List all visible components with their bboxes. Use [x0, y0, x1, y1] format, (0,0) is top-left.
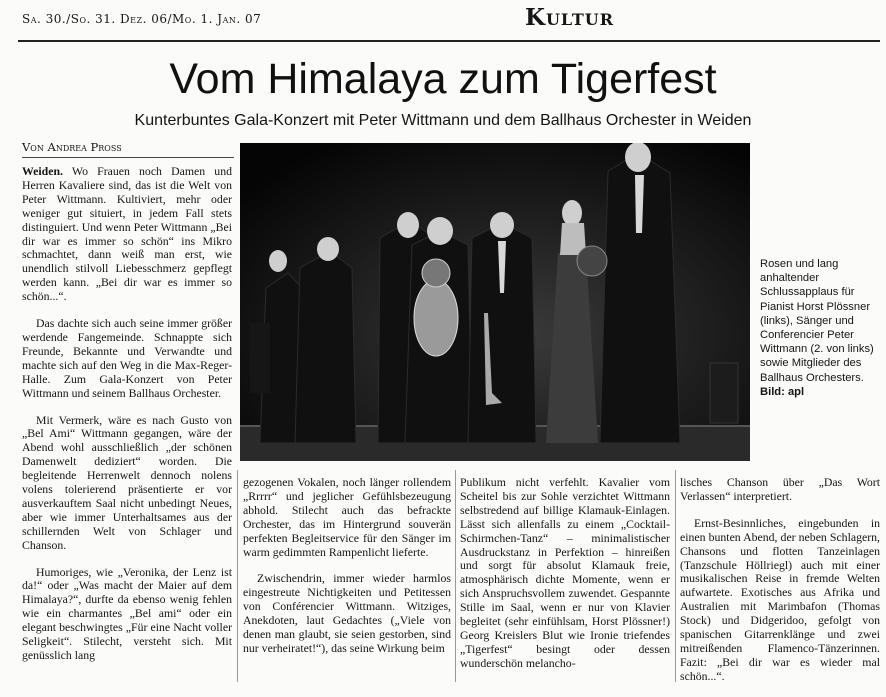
column-rule	[675, 470, 676, 682]
article-subheadline: Kunterbuntes Gala-Konzert mit Peter Wittmann und dem Ballhaus Orchester in Weiden	[134, 112, 752, 129]
byline-rule	[22, 157, 234, 158]
article-column-1	[22, 165, 232, 676]
column-rule	[237, 470, 238, 682]
article-headline: Vom Himalaya zum Tigerfest	[169, 55, 717, 103]
paragraph: Das dachte sich auch seine immer größer werdende Fangemeinde. Schnappte sich Freunde, Bekannte und Verwandte und machte sich auf den Weg in die Max-Reger-Halle. Zum Gala-Konzert von Peter Wittmann und seinem Ballhaus Orchester.	[22, 316, 232, 400]
byline: Von Andrea Proß	[22, 140, 122, 154]
paragraph: Mit Vermerk, wäre es nach Gusto von „Bel Ami“ Wittmann gegangen, wäre der Abend wohl ausschließlich „der schönen Damenwelt dediziert“ worden. Die begleitende Herrenwelt dennoch nolens volens tolerierend präsentierte er vor ausverkauftem Saal nicht unbedingt Neues, aber wie immer Unterhaltsames aus der schillernden Welt von Schlager und Chanson.	[22, 412, 232, 552]
section-title: Kultur	[524, 4, 614, 31]
article-column-3	[460, 476, 670, 684]
paragraph: Ernst-Besinnliches, eingebunden in einen bunten Abend, der neben Schlagern, Chansons und flotten Tanzeinlagen (Tanzschule Höllriegl) auch mit einer musikalischen Reise in fremde Welten aufwartete. Exotisches aus Afrika und Australien mit Marimbafon (Thomas Stock) und Didgeridoo, gefolgt von spanischen Gitarrenklänge und zwei mitreißenden Flamenco-Tänzerinnen. Fazit: „Bei dir war es wieder mal schön...“.	[680, 515, 880, 683]
article-column-2	[243, 476, 451, 669]
paragraph: lisches Chanson über „Das Wort Verlassen“ interpretiert.	[680, 475, 880, 503]
column-rule	[455, 470, 456, 682]
dateline: Weiden.	[22, 164, 63, 178]
photo-credit: Bild: apl	[760, 385, 805, 398]
caption-text: Rosen und lang anhaltender Schlussapplaus für Pianist Horst Plössner (links), Sänger und Conferencier Peter Wittmann (2. von links) sowie Mitglieder des Ballhaus Orchesters.	[760, 258, 874, 384]
photo-caption	[760, 257, 884, 399]
paragraph: Zwischendrin, immer wieder harmlos eingestreute Nichtigkeiten und Petitessen von Conférencier Wittmann. Witziges, Anekdoten, laut Gedachtes („Viele von denen man glaubt, sie seien gestorben, sind nur verheiratet!“), das seine Wirkung beim	[243, 571, 451, 655]
paragraph: Weiden. Wo Frauen noch Damen und Herren Kavaliere sind, das ist die Welt von Peter Wittmann. Kultiviert, mehr oder weniger gut situiert, in jedem Fall stets distinguiert. Und wenn Peter Wittmann „Bei dir war es immer so schön“ ins Mikro schmachtet, dann weiß man erst, wie unendlich stilvoll Liebesschmerz gepflegt werden kann. „Bei dir war es immer so schön...“.	[22, 164, 232, 304]
header-rule	[18, 40, 880, 42]
article-column-4	[680, 476, 880, 697]
concert-photo-image	[240, 143, 750, 461]
paragraph: Publikum nicht verfehlt. Kavalier vom Scheitel bis zur Sohle verzichtet Wittmann selbstredend auf billige Klamauk-Einlagen. Lässt sich allenfalls zu einem „Cocktail-Schirmchen-Tanz“ – minimalistischer Ausdruckstanz in Perfektion – hinreißen und sorgt für absolut Klamauk freie, atmosphärisch dichte Momente, wenn er sich Anspruchsvollem zuwendet. Gespannte Stille im Saal, wenn er nur von Klavier begleitet (sehr einfühlsam, Horst Plössner!) Georg Kreislers Blut wie Ironie triefendes „Tigerfest“ besingt oder dessen wunderschön melancho-	[460, 475, 670, 670]
issue-date-line: Sa. 30./So. 31. Dez. 06/Mo. 1. Jan. 07	[22, 12, 262, 26]
paragraph: Humoriges, wie „Veronika, der Lenz ist da!“ oder „Was macht der Maier auf dem Himalaya?“, durfte da ebenso wenig fehlen wie ein charmantes „Bel ami“ oder ein elegant beschwingtes „Für eine Nacht voller Seligkeit“. Stilecht, versteht sich. Mit genüsslich lang	[22, 564, 232, 662]
paragraph: gezogenen Vokalen, noch länger rollendem „Rrrrr“ und jeglicher Gefühlsbezeugung abhold. Stilecht auch das befrackte Orchester, das im Hintergrund souverän perfekten Begleitservice für den Sänger im warm gedimmten Rampenlicht lieferte.	[243, 475, 451, 559]
concert-photo	[240, 143, 750, 461]
